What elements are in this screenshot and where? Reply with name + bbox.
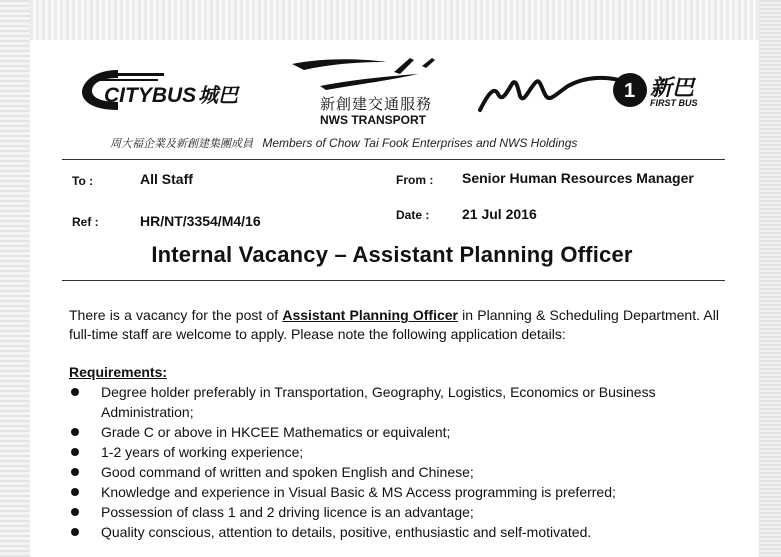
bullet-icon xyxy=(71,448,79,456)
citybus-logo xyxy=(78,64,258,116)
page-title: Internal Vacancy – Assistant Planning Officer xyxy=(151,242,633,267)
from-label: From : xyxy=(396,173,434,187)
from-value: Senior Human Resources Manager xyxy=(462,170,694,186)
list-item xyxy=(69,442,719,462)
requirement-text: Degree holder preferably in Transportation, Geography, Logistics, Economics or Business Administration; xyxy=(101,384,656,420)
bullet-icon xyxy=(71,508,79,516)
requirements-heading: Requirements: xyxy=(69,364,168,380)
requirement-text: Possession of class 1 and 2 driving licence is an advantage; xyxy=(101,504,474,520)
header-divider xyxy=(62,159,725,160)
intro-before: There is a vacancy for the post of xyxy=(69,307,283,323)
list-item xyxy=(69,462,719,482)
list-item xyxy=(69,382,719,422)
firstbus-chinese-name: 新巴 xyxy=(650,76,695,101)
requirement-text: Quality conscious, attention to details, positive, enthusiastic and self-motivated. xyxy=(101,524,592,540)
nws-chinese-name: 新創建交通服務 xyxy=(320,95,433,113)
bullet-icon xyxy=(71,528,79,536)
ref-label: Ref : xyxy=(72,215,99,229)
scan-edge-right xyxy=(759,0,781,557)
list-item xyxy=(69,502,719,522)
members-line xyxy=(110,135,577,151)
members-chinese: 周大福企業及新創建集團成員 xyxy=(110,137,253,150)
nws-english-name: NWS TRANSPORT xyxy=(320,113,426,127)
title-divider xyxy=(62,280,725,281)
requirements-list xyxy=(69,382,719,542)
to-label: To : xyxy=(72,174,94,188)
firstbus-numeral-icon: 1 xyxy=(624,80,636,102)
date-value: 21 Jul 2016 xyxy=(462,206,537,222)
firstbus-english-name: FIRST BUS xyxy=(650,98,698,108)
requirement-text: Grade C or above in HKCEE Mathematics or equivalent; xyxy=(101,424,451,440)
bullet-icon xyxy=(71,488,79,496)
list-item xyxy=(69,522,719,542)
memo-sheet xyxy=(36,44,748,557)
requirement-text: Good command of written and spoken English and Chinese; xyxy=(101,464,474,480)
bullet-icon xyxy=(71,428,79,436)
bullet-icon xyxy=(71,388,79,396)
ref-value: HR/NT/3354/M4/16 xyxy=(140,213,261,229)
citybus-logo-zh: 城巴 xyxy=(198,83,238,107)
scan-edge-top xyxy=(0,0,781,40)
members-english: Members of Chow Tai Fook Enterprises and NWS Holdings xyxy=(262,136,578,150)
intro-paragraph xyxy=(69,306,719,344)
post-title: Assistant Planning Officer xyxy=(282,307,458,323)
list-item xyxy=(69,422,719,442)
scan-edge-left xyxy=(0,0,30,557)
citybus-logo-text: CITYBUS xyxy=(104,84,197,107)
to-value: All Staff xyxy=(140,171,193,187)
list-item xyxy=(69,482,719,502)
requirement-text: Knowledge and experience in Visual Basic & MS Access programming is preferred; xyxy=(101,484,616,500)
requirement-text: 1-2 years of working experience; xyxy=(101,444,304,460)
bullet-icon xyxy=(71,468,79,476)
date-label: Date : xyxy=(396,208,430,222)
intro-after: in Planning & Scheduling Department. All full-time staff are welcome to apply. Please note the following application details: xyxy=(69,307,719,342)
